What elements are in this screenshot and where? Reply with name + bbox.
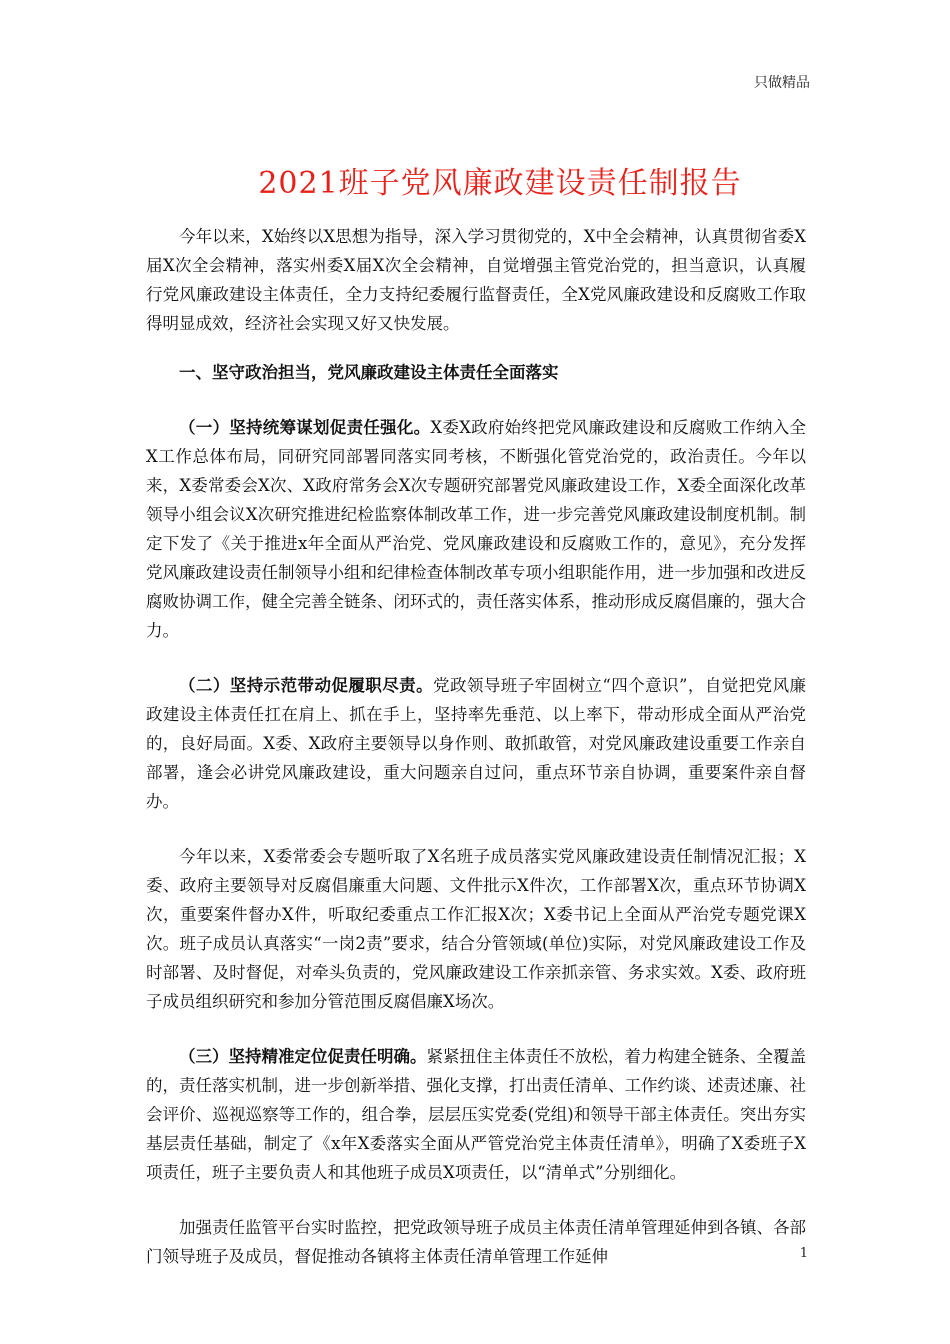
followup-paragraph: 今年以来，X委常委会专题听取了X名班子成员落实党风廉政建设责任制情况汇报；X委、政府主要领导对反腐倡廉重大问题、文件批示X件次，工作部署X次，重点环节协调X次，重要案件督办X件，听取纪委重点工作汇报X次；X委书记上全面从严治党专题党课X次。班子成员认真落实“一岗2责”要求，结合分管领域(单位)实际，对党风廉政建设工作及时部署、及时督促，对牵头负责的，党风廉政建设工作亲抓亲管、务求实效。X委、政府班子成员组织研究和参加分管范围反腐倡廉X场次。 xyxy=(146,847,806,1011)
item-1-paragraph xyxy=(146,413,806,645)
header-note: 只做精品 xyxy=(754,75,810,91)
item-3-lead: （三）坚持精准定位促责任明确。 xyxy=(179,1047,427,1066)
item-2-text: 党政领导班子牢固树立“四个意识”，自觉把党风廉政建设主体责任扛在肩上、抓在手上，坚持率先垂范、以上率下，带动形成全面从严治党的，良好局面。X委、X政府主要领导以身作则、敢抓敢管，对党风廉政建设重要工作亲自部署，逢会必讲党风廉政建设，重大问题亲自过问，重点环节亲自协调，重要案件亲自督办。 xyxy=(146,676,807,811)
item-3-text: 紧紧扭住主体责任不放松，着力构建全链条、全覆盖的，责任落实机制，进一步创新举措、强化支撑，打出责任清单、工作约谈、述责述廉、社会评价、巡视巡察等工作的，组合拳，层层压实党委(党组)和领导干部主体责任。突出夯实基层责任基础，制定了《x年X委落实全面从严管党治党主体责任清单》，明确了X委班子X项责任，班子主要负责人和其他班子成员X项责任，以“清单式”分别细化。 xyxy=(146,1047,806,1182)
document-title: 2021班子党风廉政建设责任制报告 xyxy=(258,166,742,201)
item-1-text: X委X政府始终把党风廉政建设和反腐败工作纳入全X工作总体布局，同研究同部署同落实同考核，不断强化管党治党的，政治责任。今年以来，X委常委会X次、X政府常务会X次专题研究部署党风廉政建设工作，X委全面深化改革领导小组会议X次研究推进纪检监察体制改革工作，进一步完善党风廉政建设制度机制。制定下发了《关于推进x年全面从严治党、党风廉政建设和反腐败工作的，意见》，充分发挥党风廉政建设责任制领导小组和纪律检查体制改革专项小组职能作用，进一步加强和改进反腐败协调工作，健全完善全链条、闭环式的，责任落实体系，推动形成反腐倡廉的，强大合力。 xyxy=(146,418,807,640)
document-body xyxy=(146,222,806,1297)
item-2-lead: （二）坚持示范带动促履职尽责。 xyxy=(179,676,434,695)
section-heading: 一、坚守政治担当，党风廉政建设主体责任全面落实 xyxy=(179,363,559,382)
item-3-paragraph xyxy=(146,1042,806,1187)
last-paragraph: 加强责任监管平台实时监控，把党政领导班子成员主体责任清单管理延伸到各镇、各部门领导班子及成员，督促推动各镇将主体责任清单管理工作延伸 xyxy=(146,1218,806,1266)
intro-paragraph: 今年以来，X始终以X思想为指导，深入学习贯彻党的，X中全会精神，认真贯彻省委X届X次全会精神，落实州委X届X次全会精神，自觉增强主管党治党的，担当意识，认真履行党风廉政建设主体责任，全力支持纪委履行监督责任，全X党风廉政建设和反腐败工作取得明显成效，经济社会实现又好又快发展。 xyxy=(146,227,806,333)
item-1-lead: （一）坚持统筹谋划促责任强化。 xyxy=(179,418,431,437)
page-number: 1 xyxy=(799,1246,808,1261)
item-2-paragraph xyxy=(146,671,806,816)
